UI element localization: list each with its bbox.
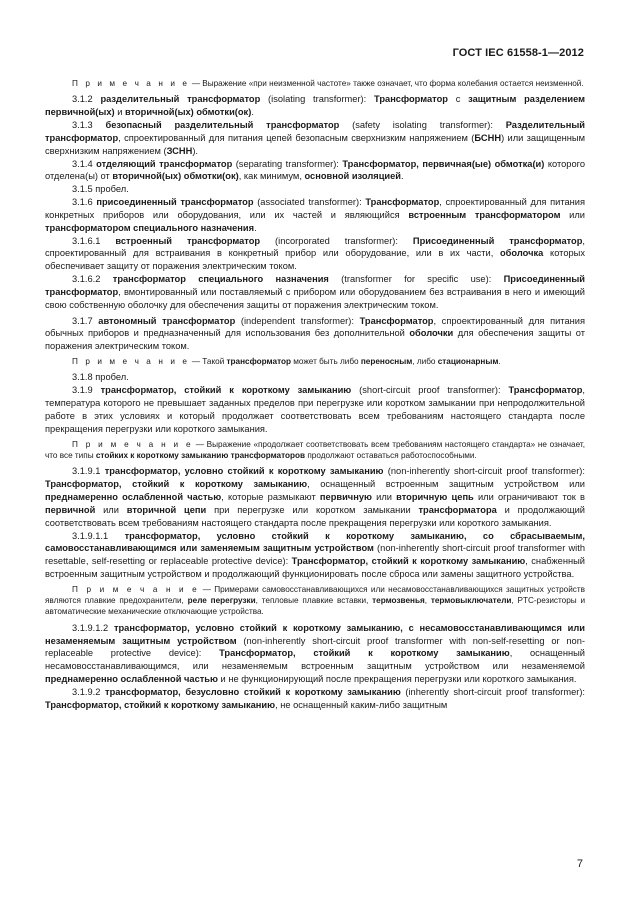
term: автономный трансформатор [98, 315, 236, 326]
term: трансформатор специального назначения [112, 274, 329, 285]
term: трансформатор, условно стойкий к короткому замыканию, с несамовосстанавливающимся или незаменяемым защитным устройством [45, 622, 585, 646]
term: отделяющий трансформатор [96, 158, 233, 169]
definition-3-1-2: 3.1.2 разделительный трансформатор (isolating transformer): Трансформатор с защитным разделением первичной(ых) и вторичной(ых) обмотки(ок). [45, 94, 585, 118]
definition-3-1-9-1: 3.1.9.1 трансформатор, условно стойкий к короткому замыканию (non-inherently short-circuit proof transformer): Трансформатор, стойкий к короткому замыканию, оснащенный встроенным защитным устройством или преднамеренно ослабленной частью, которые размыкают первичную или вторичную цепь или ограничивают ток в первичной или вторичной цепи при перегрузке или коротком замыкании трансформатора и продолжающий соответствовать всем требованиям настоящего стандарта после прекращения перегрузки или короткого замыкания. [45, 466, 586, 528]
standard-header: ГОСТ IEC 61558-1—2012 [452, 47, 584, 59]
term: трансформатор, безусловно стойкий к короткому замыканию [105, 686, 401, 697]
definition-3-1-8: 3.1.8 пробел. [72, 372, 129, 383]
term: разделительный трансформатор [100, 94, 261, 105]
note-paragraph: П р и м е ч а н и е — Такой трансформатор может быть либо переносным, либо стационарным. [72, 357, 501, 367]
definition-3-1-3: 3.1.3 безопасный разделительный трансформатор (safety isolating transformer): Разделительный трансформатор, спроектированный для питания цепей безопасным сверхнизким напряжением (БСНН) или защищенным сверхнизким напряжением (ЗСНН). [45, 119, 586, 156]
note-paragraph: П р и м е ч а н и е — Примерами самовосстанавливающихся или несамовосстанавливающихся защитных устройств являются плавкие предохранители, реле перегрузки, тепловые плавкие вставки, термозвенья, термовыключатели, PTC-резисторы и автоматические механические отключающие устройства. [45, 584, 586, 617]
term: трансформатор, условно стойкий к короткому замыканию, со сбрасываемым, самовосстанавливающимся или заменяемым защитным устройством [45, 530, 585, 554]
definition-3-1-4: 3.1.4 отделяющий трансформатор (separating transformer): Трансформатор, первичная(ые) обмотка(и) которого отделена(ы) от вторичной(ых) обмотки(ок), как минимум, основной изоляцией. [45, 158, 585, 182]
note-label: П р и м е ч а н и е [72, 439, 194, 449]
note-label: П р и м е ч а н и е [72, 79, 190, 88]
definition-3-1-7: 3.1.7 автономный трансформатор (independent transformer): Трансформатор, спроектированный для питания обычных приборов и предназначенный для использования без дополнительной оболочки для обеспечения защиты от поражения электрическим током. [45, 315, 585, 352]
note-label: П р и м е ч а н и е [72, 357, 190, 367]
note-paragraph: П р и м е ч а н и е — Выражение «продолжает соответствовать всем требованиям настоящего стандарта» не означает, что все типы стойких к короткому замыканию трансформаторов продолжают оставаться работоспособными. [45, 439, 585, 460]
definition-3-1-9: 3.1.9 трансформатор, стойкий к короткому замыканию (short-circuit proof transformer): Трансформатор, температура которого не превышает заданных пределов при перегрузке или коротком замыкании при непродолжительной работе в этих условиях и который продолжает соответствовать всем требованиям настоящего стандарта после прекращения перегрузки или короткого замыкания. [45, 385, 585, 434]
term: присоединенный трансформатор [96, 197, 254, 208]
definition-3-1-5: 3.1.5 пробел. [72, 184, 129, 195]
term: трансформатор, условно стойкий к короткому замыканию [104, 466, 384, 477]
definition-3-1-9-1-2: 3.1.9.1.2 трансформатор, условно стойкий к короткому замыканию, с несамовосстанавливающимся или незаменяемым защитным устройством (non-inherently short-circuit proof transformer with non-self-resetting or non-replaceable protective device): Трансформатор, стойкий к короткому замыканию, оснащенный несамовосстанавливающимся, или незаменяемым встроенным защитным устройством или незаменяемой преднамеренно ослабленной частью и не функционирующий после прекращения перегрузки или короткого замыкания. [45, 622, 585, 685]
definition-3-1-9-1-1: 3.1.9.1.1 трансформатор, условно стойкий к короткому замыканию, со сбрасываемым, самовосстанавливающимся или заменяемым защитным устройством (non-inherently short-circuit proof transformer with resettable, self-resetting or replaceable protective device): Трансформатор, стойкий к короткому замыканию, снабженный встроенным защитным устройством и продолжающий функционировать после сброса или замены защитного устройства. [45, 530, 585, 580]
note-label: П р и м е ч а н и е [72, 584, 200, 594]
page-number: 7 [576, 858, 583, 870]
definition-3-1-6-2: 3.1.6.2 трансформатор специального назначения (transformer for specific use): Присоединенный трансформатор, вмонтированный или поставляемый с прибором или оборудованием без встраивания в него и имеющий свою собственную оболочку для обеспечения защиты от поражения электрическим током. [45, 274, 585, 310]
definition-3-1-6: 3.1.6 присоединенный трансформатор (associated transformer): Трансформатор, спроектированный для питания конкретных приборов или оборудования, или их частей и являющийся встроенным трансформатором или трансформатором специального назначения. [45, 197, 586, 233]
term: трансформатор, стойкий к короткому замыканию [100, 385, 352, 396]
term: встроенный трансформатор [115, 235, 261, 246]
page-content [45, 75, 585, 712]
note-paragraph: П р и м е ч а н и е — Выражение «при неизменной частоте» также означает, что форма колебания остается неизменной. [72, 79, 584, 88]
definition-3-1-9-2: 3.1.9.2 трансформатор, безусловно стойкий к короткому замыканию (inherently short-circuit proof transformer): Трансформатор, стойкий к короткому замыканию, не оснащенный каким-либо защитным [45, 686, 586, 710]
term: безопасный разделительный трансформатор [105, 119, 340, 130]
definition-3-1-6-1: 3.1.6.1 встроенный трансформатор (incorporated transformer): Присоединенный трансформатор, спроектированный для встраивания в конкретный прибор или оборудование, или в их части, оболочка которых обеспечивает защиту от поражения электрическим током. [45, 235, 585, 272]
